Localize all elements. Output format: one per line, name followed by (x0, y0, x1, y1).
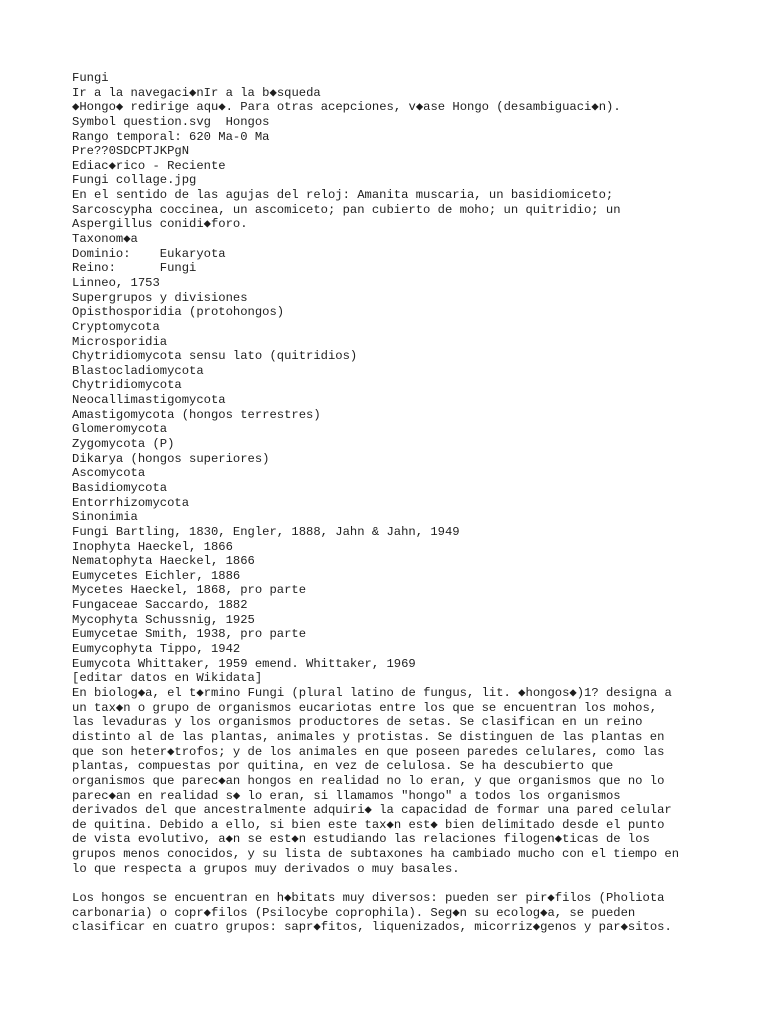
paragraph-line: que son heter◆trofos; y de los animales en que poseen paredes celulares, como las (72, 744, 665, 759)
image-description-line: En el sentido de las agujas del reloj: Amanita muscaria, un basidiomiceto; (72, 188, 614, 203)
division-item: Glomeromycota (72, 422, 168, 437)
synonym-item: Inophyta Haeckel, 1866 (72, 539, 233, 554)
intro-paragraph (72, 686, 712, 877)
paragraph-line: de vista evolutivo, a◆n se est◆n estudiando las relaciones filogen◆ticas de los (72, 832, 650, 847)
paragraph-line: clasificar en cuatro grupos: sapr◆fitos, liquenizados, micorriz◆genos y par◆sitos. (72, 920, 672, 935)
taxonomy-domain: Dominio: Eukaryota (72, 246, 226, 261)
image-description-line: Aspergillus conidi◆foro. (72, 217, 248, 232)
synonym-item: Mycetes Haeckel, 1868, pro parte (72, 583, 307, 598)
synonym-item: Eumycetae Smith, 1938, pro parte (72, 627, 307, 642)
division-item: Blastocladiomycota (72, 363, 204, 378)
division-item: Dikarya (hongos superiores) (72, 451, 270, 466)
period-codes: Pre??0SDCPTJKPgN (72, 144, 190, 159)
synonym-item: Nematophyta Haeckel, 1866 (72, 554, 255, 569)
taxonomy-heading: Taxonom◆a (72, 232, 138, 247)
division-item: Basidiomycota (72, 480, 168, 495)
edit-wikidata-link: [editar datos en Wikidata] (72, 671, 263, 686)
image-filename: Fungi collage.jpg (72, 173, 197, 188)
synonym-item: Mycophyta Schussnig, 1925 (72, 612, 255, 627)
divisions-heading: Supergrupos y divisiones (72, 290, 248, 305)
synonym-item: Eumycophyta Tippo, 1942 (72, 641, 241, 656)
redirect-note: ◆Hongo◆ redirige aqu◆. Para otras acepciones, v◆ase Hongo (desambiguaci◆n). (72, 100, 621, 115)
division-item: Ascomycota (72, 466, 146, 481)
paragraph-spacer (72, 876, 712, 891)
division-item: Neocallimastigomycota (72, 393, 226, 408)
paragraph-line: parec◆an en realidad s◆ lo eran, si llamamos "hongo" a todos los organismos (72, 788, 621, 803)
division-item: Zygomycota (P) (72, 437, 175, 452)
taxonomy-authority: Linneo, 1753 (72, 275, 160, 290)
synonymy-heading: Sinonimia (72, 510, 138, 525)
paragraph-line: derivados del que ancestralmente adquiri◆ la capacidad de formar una pared celular (72, 803, 672, 818)
paragraph-line: plantas, compuestas por quitina, en vez de celulosa. Se ha descubierto que (72, 759, 614, 774)
paragraph-line: En biolog◆a, el t◆rmino Fungi (plural latino de fungus, lit. ◆hongos◆)1? designa a (72, 685, 672, 700)
document-text (72, 71, 712, 935)
synonym-item: Eumycota Whittaker, 1959 emend. Whittaker, 1969 (72, 656, 416, 671)
page-title: Fungi (72, 71, 109, 85)
habitat-paragraph (72, 891, 712, 935)
header-lines (72, 71, 712, 686)
division-item: Cryptomycota (72, 319, 160, 334)
paragraph-line: de quitina. Debido a ello, si bien este tax◆n est◆ bien delimitado desde el punto (72, 817, 665, 832)
paragraph-line: un tax◆n o grupo de organismos eucariotas entre los que se encuentran los mohos, (72, 700, 658, 715)
taxonomy-kingdom: Reino: Fungi (72, 261, 197, 276)
paragraph-line: organismos que parec◆an hongos en realidad no lo eran, y que organismos que no lo (72, 773, 665, 788)
image-description-line: Sarcoscypha coccinea, un ascomiceto; pan cubierto de moho; un quitridio; un (72, 202, 621, 217)
division-item: Opisthosporidia (protohongos) (72, 305, 285, 320)
division-item: Chytridiomycota (72, 378, 182, 393)
paragraph-line: distinto al de las plantas, animales y protistas. Se distinguen de las plantas en (72, 729, 665, 744)
division-item: Chytridiomycota sensu lato (quitridios) (72, 349, 358, 364)
synonym-item: Fungaceae Saccardo, 1882 (72, 598, 248, 613)
paragraph-line: lo que respecta a grupos muy derivados o muy basales. (72, 861, 460, 876)
image-caption-symbol: Symbol question.svg Hongos (72, 114, 270, 129)
paragraph-line: las levaduras y los organismos productores de setas. Se clasifican en un reino (72, 715, 643, 730)
division-item: Entorrhizomycota (72, 495, 190, 510)
division-item: Microsporidia (72, 334, 168, 349)
paragraph-line: carbonaria) o copr◆filos (Psilocybe coprophila). Seg◆n su ecolog◆a, se pueden (72, 905, 636, 920)
paragraph-line: grupos menos conocidos, y su lista de subtaxones ha cambiado mucho con el tiempo en (72, 847, 680, 862)
paragraph-line: Los hongos se encuentran en h◆bitats muy diversos: pueden ser pir◆filos (Pholiota (72, 891, 665, 906)
division-item: Amastigomycota (hongos terrestres) (72, 407, 321, 422)
synonym-item: Fungi Bartling, 1830, Engler, 1888, Jahn & Jahn, 1949 (72, 524, 460, 539)
period-range: Ediac◆rico - Reciente (72, 158, 226, 173)
temporal-range: Rango temporal: 620 Ma-0 Ma (72, 129, 270, 144)
navigation-links: Ir a la navegaci◆nIr a la b◆squeda (72, 85, 321, 100)
synonym-item: Eumycetes Eichler, 1886 (72, 568, 241, 583)
